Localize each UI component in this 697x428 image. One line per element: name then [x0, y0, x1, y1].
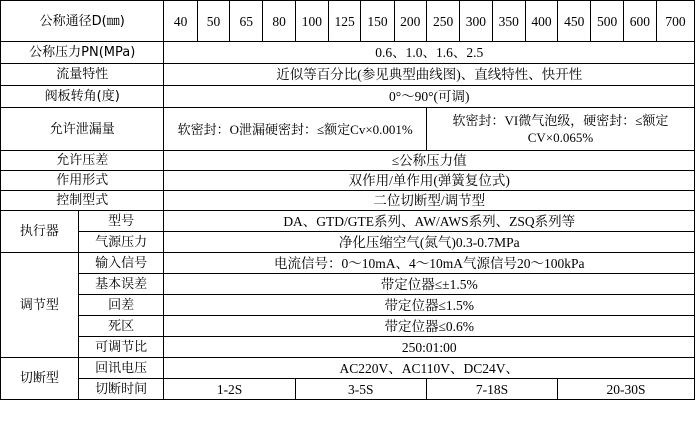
diff-pressure-value: ≤公称压力值: [164, 151, 695, 171]
cutoff-time-value: 20-30S: [558, 379, 695, 400]
reg-basic-error-value: 带定位器≤±1.5%: [164, 274, 695, 295]
diameter-size: 250: [426, 1, 459, 42]
leakage-soft-left: 软密封：O泄漏硬密封：≤额定Cv×0.001%: [164, 108, 426, 151]
diff-pressure-label: 允许压差: [1, 151, 164, 171]
action-label: 作用形式: [1, 171, 164, 191]
diameter-size: 100: [295, 1, 328, 42]
reg-dead-zone-row: [1, 316, 695, 337]
pressure-row: [1, 42, 695, 64]
actuator-model-value: DA、GTD/GTE系列、AW/AWS系列、ZSQ系列等: [164, 211, 695, 232]
leakage-soft-right: 软密封：VI微气泡级，硬密封：≤额定CV×0.065%: [426, 108, 694, 151]
diameter-size: 200: [394, 1, 426, 42]
control-type-label: 控制型式: [1, 191, 164, 211]
pressure-label: 公称压力PN(MPa): [1, 42, 164, 64]
pressure-value: 0.6、1.0、1.6、2.5: [164, 42, 695, 64]
diameter-label: 公称通径D(㎜): [1, 1, 164, 42]
diameter-size: 450: [558, 1, 591, 42]
reg-input-label: 输入信号: [78, 253, 164, 274]
diameter-size: 40: [164, 1, 197, 42]
diameter-size: 600: [623, 1, 656, 42]
flow-value: 近似等百分比(参见典型曲线图)、直线特性、快开性: [164, 64, 695, 86]
cutoff-time-value: 3-5S: [295, 379, 426, 400]
leakage-row: [1, 108, 695, 151]
cutoff-group-label: 切断型: [1, 358, 79, 400]
actuator-air-label: 气源压力: [78, 232, 164, 253]
angle-value: 0°～90°(可调): [164, 86, 695, 108]
reg-basic-error-label: 基本误差: [78, 274, 164, 295]
diameter-size: 700: [657, 1, 695, 42]
reg-ratio-value: 250:01:00: [164, 337, 695, 358]
reg-dead-zone-label: 死区: [78, 316, 164, 337]
control-type-value: 二位切断型/调节型: [164, 191, 695, 211]
actuator-group-label: 执行器: [1, 211, 79, 253]
reg-return-diff-value: 带定位器≤1.5%: [164, 295, 695, 316]
cutoff-feedback-value: AC220V、AC110V、DC24V、: [164, 358, 695, 379]
diameter-size: 350: [492, 1, 525, 42]
diameter-size: 80: [263, 1, 295, 42]
leakage-label: 允许泄漏量: [1, 108, 164, 151]
cutoff-time-value: 7-18S: [426, 379, 557, 400]
diameter-size: 500: [591, 1, 623, 42]
reg-input-value: 电流信号：0～10mA、4～10mA气源信号20～100kPa: [164, 253, 695, 274]
actuator-air-row: [1, 232, 695, 253]
reg-ratio-row: [1, 337, 695, 358]
diameter-size: 150: [361, 1, 394, 42]
cutoff-feedback-row: [1, 358, 695, 379]
diameter-row: [1, 1, 695, 42]
diameter-size: 400: [525, 1, 557, 42]
diameter-size: 300: [460, 1, 492, 42]
diameter-size: 125: [329, 1, 361, 42]
reg-basic-error-row: [1, 274, 695, 295]
cutoff-time-label: 切断时间: [78, 379, 164, 400]
reg-return-diff-row: [1, 295, 695, 316]
angle-label: 阀板转角(度): [1, 86, 164, 108]
actuator-air-value: 净化压缩空气(氮气)0.3-0.7MPa: [164, 232, 695, 253]
action-value: 双作用/单作用(弹簧复位式): [164, 171, 695, 191]
reg-input-row: [1, 253, 695, 274]
diameter-size: 50: [197, 1, 229, 42]
flow-row: [1, 64, 695, 86]
cutoff-time-value: 1-2S: [164, 379, 295, 400]
action-row: [1, 171, 695, 191]
flow-label: 流量特性: [1, 64, 164, 86]
reg-ratio-label: 可调节比: [78, 337, 164, 358]
diff-pressure-row: [1, 151, 695, 171]
regulating-group-label: 调节型: [1, 253, 79, 358]
actuator-model-row: [1, 211, 695, 232]
reg-return-diff-label: 回差: [78, 295, 164, 316]
diameter-size: 65: [230, 1, 263, 42]
control-type-row: [1, 191, 695, 211]
angle-row: [1, 86, 695, 108]
reg-dead-zone-value: 带定位器≤0.6%: [164, 316, 695, 337]
cutoff-feedback-label: 回讯电压: [78, 358, 164, 379]
actuator-model-label: 型号: [78, 211, 164, 232]
cutoff-time-row: [1, 379, 695, 400]
